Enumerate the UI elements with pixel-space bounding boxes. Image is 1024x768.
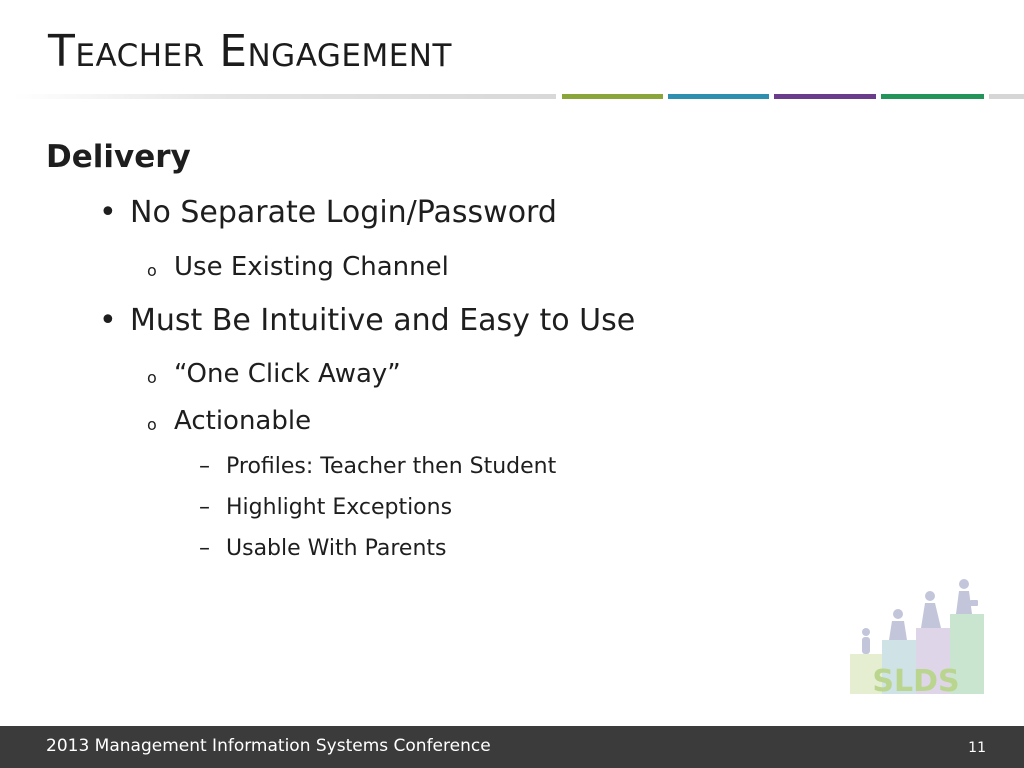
sub-sub-bullet-item (199, 454, 557, 479)
slide-footer (0, 726, 1024, 768)
bullet-text: Must Be Intuitive and Easy to Use (130, 303, 636, 338)
page-number: 11 (968, 740, 986, 756)
section-heading: Delivery (46, 139, 191, 175)
sub-bullet-item (147, 252, 449, 282)
bullet-dot-icon: • (99, 195, 117, 230)
sub-bullet-item (147, 406, 312, 436)
sub-sub-bullet-text: Usable With Parents (226, 536, 447, 561)
bullet-dash-icon: – (199, 536, 210, 561)
title-rule-end (989, 94, 1024, 99)
sub-bullet-text: “One Click Away” (174, 359, 401, 389)
bullet-item (99, 195, 557, 230)
slds-logo (846, 576, 986, 696)
slide-title: Teacher Engagement (48, 26, 452, 77)
bullet-dot-icon: • (99, 303, 117, 338)
bullet-dash-icon: – (199, 495, 210, 520)
bullet-circle-icon: o (147, 368, 157, 387)
title-rule-gray (14, 94, 556, 99)
bullet-circle-icon: o (147, 415, 157, 434)
sub-sub-bullet-item (199, 495, 453, 520)
sub-sub-bullet-text: Highlight Exceptions (226, 495, 453, 520)
sub-sub-bullet-text: Profiles: Teacher then Student (226, 454, 557, 479)
title-rule-green (562, 94, 663, 99)
sub-bullet-text: Use Existing Channel (174, 252, 449, 282)
footer-conference-text: 2013 Management Information Systems Conference (46, 736, 491, 756)
bullet-text: No Separate Login/Password (130, 195, 557, 230)
title-rule-purple (774, 94, 876, 99)
slds-logo-text: SLDS (872, 664, 960, 696)
sub-bullet-text: Actionable (174, 406, 312, 436)
bullet-dash-icon: – (199, 454, 210, 479)
bullet-circle-icon: o (147, 261, 157, 280)
sub-bullet-item (147, 359, 401, 389)
title-rule-emerald (881, 94, 984, 99)
sub-sub-bullet-item (199, 536, 447, 561)
bullet-item (99, 303, 636, 338)
title-rule-teal (668, 94, 769, 99)
